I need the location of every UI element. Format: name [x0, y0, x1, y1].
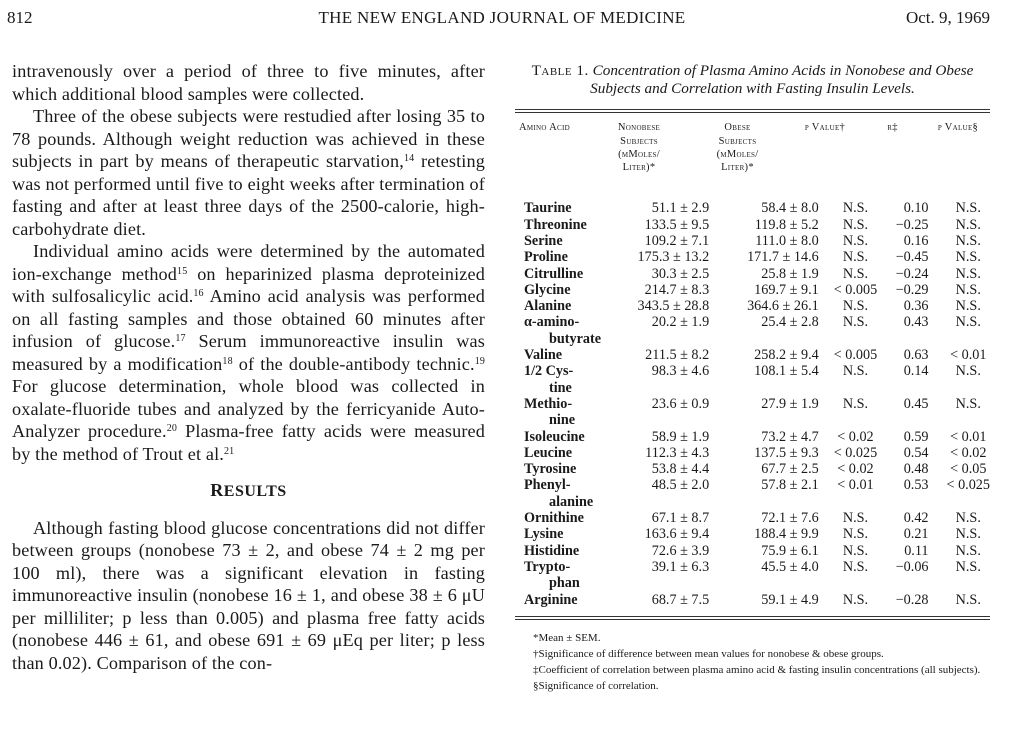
- cell-p-value: N.S.: [842, 558, 869, 575]
- cell-r: −0.29: [895, 281, 929, 298]
- cell-amino-acid-continuation: phan: [549, 575, 580, 592]
- cell-r: 0.43: [903, 314, 929, 331]
- cell-p-value: N.S.: [842, 314, 869, 331]
- paragraph: intravenously over a period of three to five minutes, after which additional blood samples were collected.: [12, 61, 485, 104]
- cell-p-value: N.S.: [842, 249, 869, 266]
- cell-p-value: N.S.: [842, 526, 869, 543]
- footnote: †Significance of difference between mean values for nonobese & obese groups.: [533, 647, 884, 660]
- cell-nonobese: 68.7 ± 7.5: [651, 591, 710, 608]
- cell-obese: 171.7 ± 14.6: [747, 249, 819, 266]
- cell-nonobese: 67.1 ± 8.7: [651, 510, 710, 527]
- cell-p-value-correlation: N.S.: [955, 281, 981, 298]
- cell-p-value-correlation: N.S.: [955, 510, 981, 527]
- cell-amino-acid: Trypto- phan: [515, 559, 615, 592]
- cell-p-value-correlation: N.S.: [955, 314, 981, 331]
- cell-obese: 258.2 ± 9.4: [754, 347, 819, 364]
- cell-p-value-correlation: N.S.: [955, 216, 981, 233]
- header-obese: Obese Subjects (μMoles/ Liter)*: [716, 122, 759, 174]
- cell-amino-acid: Ornithine: [524, 510, 584, 527]
- footnote: ‡Coefficient of correlation between plasma amino acid & fasting insulin concentrations (all subjects).: [533, 663, 981, 676]
- cell-obese: 75.9 ± 6.1: [761, 542, 819, 559]
- cell-r: 0.59: [903, 428, 929, 445]
- reference-marker: 20: [166, 423, 178, 434]
- cell-nonobese: 98.3 ± 4.6: [651, 363, 710, 380]
- cell-obese: 169.7 ± 9.1: [754, 281, 819, 298]
- paragraph: [12, 105, 485, 240]
- cell-amino-acid: Proline: [524, 249, 568, 266]
- cell-p-value: < 0.02: [837, 428, 874, 445]
- cell-nonobese: 20.2 ± 1.9: [651, 314, 710, 331]
- cell-nonobese: 214.7 ± 8.3: [644, 281, 710, 298]
- cell-nonobese: 109.2 ± 7.1: [644, 233, 710, 249]
- cell-obese: 111.0 ± 8.0: [755, 233, 819, 249]
- cell-p-value-correlation: N.S.: [955, 558, 981, 575]
- header-r: r‡: [887, 122, 898, 134]
- text-run: of the double-antibody technic.: [232, 353, 475, 374]
- section-heading: [12, 479, 485, 504]
- cell-r: 0.11: [904, 542, 929, 559]
- table-row: [515, 363, 990, 396]
- cell-obese: 188.4 ± 9.9: [754, 526, 819, 543]
- table-label: Table 1.: [531, 62, 589, 79]
- cell-nonobese: 53.8 ± 4.4: [651, 461, 710, 478]
- cell-p-value: < 0.025: [833, 444, 878, 461]
- cell-r: 0.16: [903, 233, 929, 249]
- cell-p-value: < 0.02: [837, 461, 874, 478]
- cell-nonobese: 58.9 ± 1.9: [651, 428, 710, 445]
- text-run: Three of the obese subjects were restudied after losing 35 to 78 pounds. Although weight reduction was achieved in these subjects in part by means of therapeutic starvation,: [12, 106, 485, 171]
- cell-nonobese: 23.6 ± 0.9: [651, 395, 710, 412]
- cell-p-value: N.S.: [842, 510, 869, 527]
- data-table: [515, 200, 990, 607]
- cell-r: 0.63: [903, 347, 929, 364]
- footnote: §Significance of correlation.: [533, 679, 659, 692]
- cell-p-value: N.S.: [842, 363, 869, 380]
- cell-amino-acid-continuation: butyrate: [549, 330, 602, 347]
- cell-p-value-correlation: < 0.025: [946, 477, 990, 494]
- cell-amino-acid: Isoleucine: [524, 428, 585, 445]
- table-row: [515, 396, 990, 429]
- header-amino-acid: Amino Acid: [519, 122, 570, 134]
- cell-r: 0.48: [903, 461, 929, 478]
- reference-marker: 18: [222, 355, 233, 367]
- table-row: [515, 445, 990, 461]
- cell-amino-acid-continuation: tine: [549, 379, 572, 396]
- cell-p-value: N.S.: [842, 298, 869, 315]
- cell-obese: 25.8 ± 1.9: [761, 265, 819, 282]
- table-row: [515, 298, 990, 314]
- cell-obese: 108.1 ± 5.4: [754, 363, 819, 380]
- cell-r: 0.45: [903, 395, 929, 412]
- cell-p-value: N.S.: [842, 265, 869, 282]
- cell-obese: 67.7 ± 2.5: [761, 461, 819, 478]
- cell-obese: 27.9 ± 1.9: [761, 395, 819, 412]
- cell-amino-acid: Tyrosine: [524, 461, 577, 478]
- table-row: [515, 249, 990, 265]
- cell-obese: 45.5 ± 4.0: [761, 558, 819, 575]
- cell-obese: 72.1 ± 7.6: [761, 510, 819, 527]
- table-row: [515, 510, 990, 526]
- cell-amino-acid: Leucine: [524, 444, 573, 461]
- cell-p-value-correlation: N.S.: [955, 591, 981, 608]
- cell-nonobese: 211.5 ± 8.2: [645, 347, 710, 364]
- cell-p-value: < 0.005: [833, 281, 878, 298]
- header-p-value: p Value†: [804, 122, 846, 134]
- cell-r: −0.06: [895, 558, 929, 575]
- cell-amino-acid: Taurine: [524, 200, 572, 217]
- cell-nonobese: 51.1 ± 2.9: [651, 200, 710, 217]
- heading-rest: ESULTS: [223, 483, 287, 500]
- cell-p-value: N.S.: [842, 395, 869, 412]
- cell-obese: 137.5 ± 9.3: [754, 444, 819, 461]
- cell-nonobese: 48.5 ± 2.0: [651, 477, 710, 494]
- cell-amino-acid: Phenyl- alanine: [515, 477, 615, 510]
- text-run: Serum immunoreactive insulin was measured by a modification: [12, 331, 485, 374]
- cell-obese: 73.2 ± 4.7: [761, 428, 819, 445]
- cell-r: 0.10: [903, 200, 929, 217]
- table-row: [515, 282, 990, 298]
- cell-obese: 58.4 ± 8.0: [761, 200, 819, 217]
- cell-p-value: N.S.: [842, 216, 869, 233]
- table-caption-text: Concentration of Plasma Amino Acids in Nonobese and Obese Subjects and Correlation with Fasting Insulin Levels.: [590, 62, 974, 98]
- reference-marker: 19: [474, 355, 485, 367]
- header-nonobese: Nonobese Subjects (μMoles/ Liter)*: [617, 122, 661, 174]
- footnote: *Mean ± SEM.: [533, 631, 601, 644]
- table-row: [515, 461, 990, 477]
- paragraph: [12, 240, 485, 465]
- cell-p-value: N.S.: [842, 591, 869, 608]
- table-row: [515, 217, 990, 233]
- table-row: [515, 526, 990, 542]
- table-caption: [515, 62, 990, 98]
- cell-p-value-correlation: N.S.: [955, 233, 981, 249]
- cell-p-value: N.S.: [842, 233, 869, 249]
- cell-obese: 364.6 ± 26.1: [747, 298, 819, 315]
- cell-p-value-correlation: N.S.: [955, 395, 981, 412]
- cell-amino-acid-continuation: nine: [549, 412, 576, 429]
- table-row: [515, 592, 990, 608]
- table-1: [515, 62, 990, 694]
- table-row: [515, 347, 990, 363]
- table-row: [515, 314, 990, 347]
- cell-amino-acid: Glycine: [524, 281, 571, 298]
- paragraph: Although fasting blood glucose concentrations did not differ between groups (nonobese 73 ± 2, and obese 74 ± 2 mg per 100 ml), there was a significant elevation in fasting immunoreactive insulin (nonobese 16 ± 1, and obese 38 ± 6 μU per milliliter; p less than 0.005) and plasma free fatty acids (nonobese 446 ± 61, and obese 691 ± 69 μEq per liter; p less than 0.02). Comparison of the con-: [12, 517, 485, 673]
- cell-nonobese: 133.5 ± 9.5: [644, 216, 710, 233]
- text-run: Plasma-free fatty acids were measured by the method of Trout et al.: [12, 421, 485, 464]
- cell-nonobese: 343.5 ± 28.8: [637, 298, 710, 315]
- cell-obese: 119.8 ± 5.2: [754, 216, 819, 233]
- cell-amino-acid-continuation: alanine: [549, 493, 594, 510]
- cell-p-value-correlation: N.S.: [955, 200, 981, 217]
- reference-marker: 14: [403, 153, 415, 164]
- running-head: [0, 4, 1024, 30]
- cell-amino-acid: Arginine: [524, 591, 578, 608]
- cell-nonobese: 39.1 ± 6.3: [651, 558, 710, 575]
- cell-p-value-correlation: N.S.: [955, 363, 981, 380]
- header-p-value-correlation: p Value§: [937, 122, 979, 134]
- cell-r: −0.24: [895, 265, 929, 282]
- cell-amino-acid: Citrulline: [524, 265, 584, 282]
- cell-r: −0.25: [895, 216, 929, 233]
- cell-p-value: < 0.005: [833, 347, 878, 364]
- cell-amino-acid: 1/2 Cys- tine: [515, 363, 615, 396]
- cell-nonobese: 175.3 ± 13.2: [637, 249, 710, 266]
- cell-p-value-correlation: N.S.: [955, 265, 981, 282]
- cell-nonobese: 72.6 ± 3.9: [651, 542, 710, 559]
- cell-amino-acid: Serine: [524, 233, 563, 249]
- table-row: [515, 429, 990, 445]
- journal-title: THE NEW ENGLAND JOURNAL OF MEDICINE: [318, 8, 686, 27]
- cell-amino-acid: Methio- nine: [515, 396, 615, 429]
- cell-amino-acid: Threonine: [524, 216, 587, 233]
- reference-marker: 21: [223, 445, 235, 457]
- cell-r: −0.45: [895, 249, 929, 266]
- cell-r: 0.53: [903, 477, 929, 494]
- cell-p-value-correlation: < 0.02: [950, 444, 987, 461]
- table-row: [515, 477, 990, 510]
- body-text-column: [12, 60, 485, 674]
- table-row: [515, 543, 990, 559]
- cell-nonobese: 112.3 ± 4.3: [645, 444, 710, 461]
- text-run: on heparinized plasma deproteinized with sulfosalicylic acid.: [12, 263, 485, 306]
- cell-obese: 59.1 ± 4.9: [761, 591, 819, 608]
- table-bottom-rule: [515, 616, 990, 620]
- cell-p-value-correlation: < 0.05: [950, 461, 987, 478]
- table-footnotes: [515, 630, 990, 694]
- cell-amino-acid: Valine: [524, 347, 563, 364]
- table-row: [515, 559, 990, 592]
- page-number: 812: [7, 8, 33, 27]
- table-row: [515, 233, 990, 249]
- cell-p-value: N.S.: [842, 542, 869, 559]
- issue-date: Oct. 9, 1969: [905, 8, 990, 27]
- heading-initial: R: [210, 480, 224, 500]
- cell-p-value: N.S.: [842, 200, 869, 217]
- cell-p-value-correlation: < 0.01: [950, 428, 987, 445]
- cell-obese: 25.4 ± 2.8: [761, 314, 819, 331]
- cell-r: −0.28: [895, 591, 929, 608]
- table-header: [515, 113, 990, 185]
- reference-marker: 17: [175, 333, 186, 344]
- cell-p-value-correlation: N.S.: [955, 526, 981, 543]
- cell-p-value-correlation: N.S.: [955, 298, 981, 315]
- reference-marker: 15: [177, 265, 188, 277]
- cell-amino-acid: Alanine: [524, 298, 572, 315]
- cell-p-value-correlation: N.S.: [955, 542, 981, 559]
- cell-amino-acid: Histidine: [524, 542, 580, 559]
- text-run: Amino acid analysis was performed on all fasting samples and those obtained 60 minutes after infusion of glucose.: [12, 286, 485, 351]
- cell-p-value: < 0.01: [837, 477, 874, 494]
- reference-marker: 16: [193, 288, 204, 299]
- cell-amino-acid: α-amino- butyrate: [515, 314, 615, 347]
- cell-r: 0.36: [903, 298, 929, 315]
- cell-r: 0.14: [903, 363, 929, 380]
- cell-obese: 57.8 ± 2.1: [761, 477, 819, 494]
- text-run: retesting was not performed until five to eight weeks after termination of fasting and after at least three days of the 2500-calorie, high-carbohydrate diet.: [12, 151, 485, 239]
- cell-r: 0.21: [903, 526, 929, 543]
- cell-nonobese: 163.6 ± 9.4: [644, 526, 710, 543]
- cell-amino-acid: Lysine: [524, 526, 564, 543]
- cell-r: 0.42: [903, 510, 929, 527]
- cell-nonobese: 30.3 ± 2.5: [651, 265, 710, 282]
- cell-r: 0.54: [903, 444, 929, 461]
- table-row: [515, 266, 990, 282]
- table-row: [515, 200, 990, 216]
- text-run: For glucose determination, whole blood was collected in oxalate-fluoride tubes and analyzed by the ferricyanide Auto-Analyzer procedure.: [12, 376, 485, 441]
- text-run: Individual amino acids were determined by the automated ion-exchange method: [12, 241, 485, 284]
- cell-p-value-correlation: < 0.01: [950, 347, 987, 364]
- cell-p-value-correlation: N.S.: [955, 249, 981, 266]
